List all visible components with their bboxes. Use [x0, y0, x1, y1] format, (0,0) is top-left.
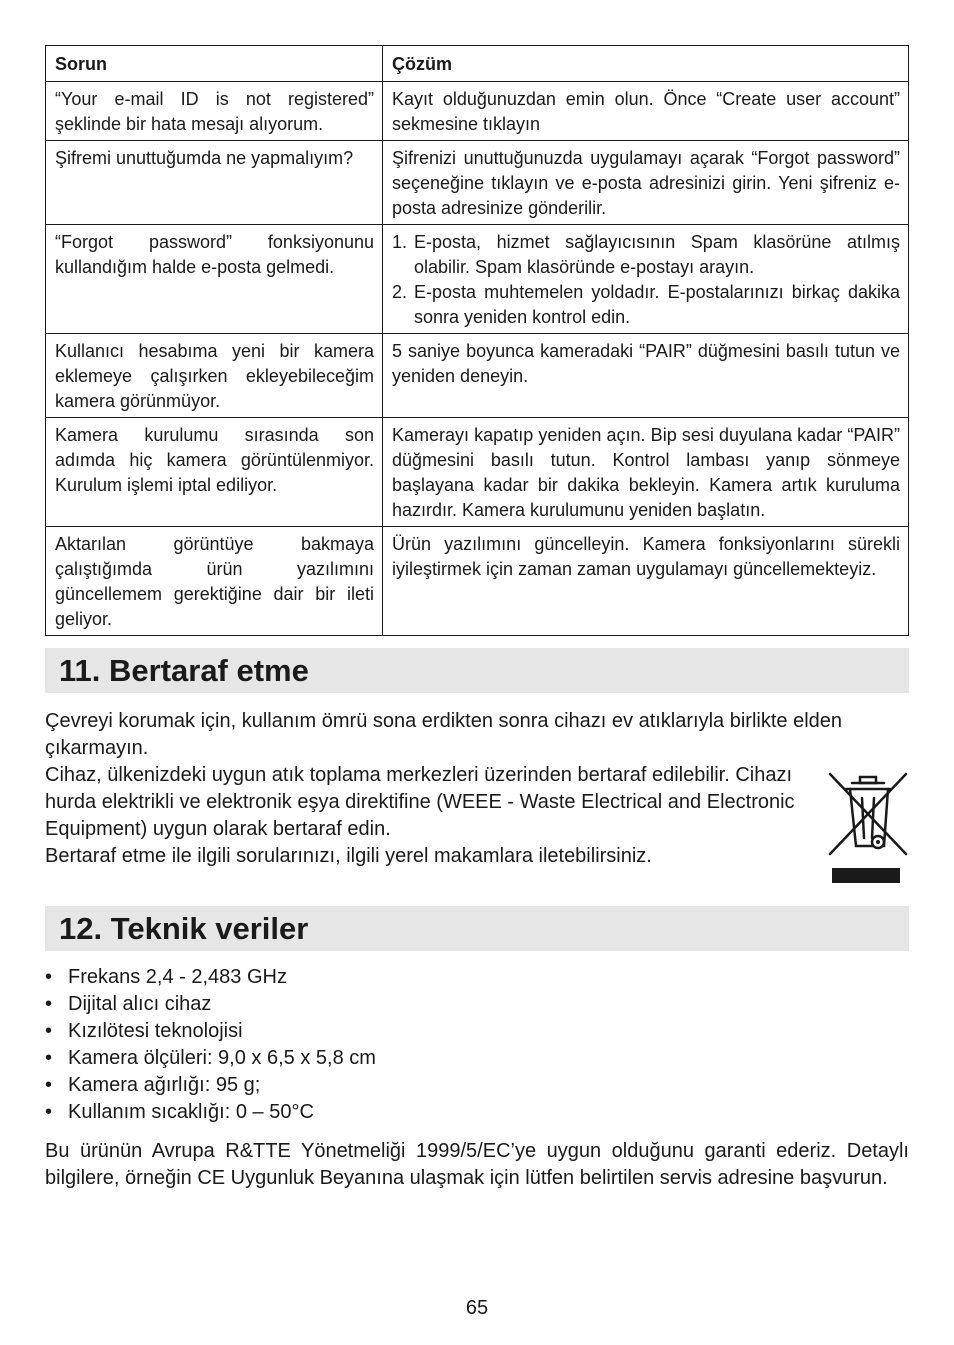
solution-cell: Kayıt olduğunuzdan emin olun. Önce “Create user account” sekmesine tıklayın — [383, 82, 909, 141]
list-item — [45, 1045, 376, 1072]
bullet-icon: • — [45, 993, 53, 1015]
table-row — [46, 82, 909, 141]
bullet-icon: • — [45, 1020, 53, 1042]
disposal-paragraph-2: Cihaz, ülkenizdeki uygun atık toplama merkezleri üzerinden bertaraf edilebilir. Cihazı hurda elektrikli ve elektronik eşya direktifine (WEEE - Waste Electrical and Electronic Equipment) uygun olarak bertaraf edin. — [45, 764, 795, 840]
table-row — [46, 141, 909, 225]
problem-cell: Aktarılan görüntüye bakmaya çalıştığımda ürün yazılımını güncellemem gerektiğine dair bir ileti geliyor. — [46, 527, 383, 636]
table-row — [46, 334, 909, 418]
page-number: 65 — [465, 1297, 489, 1319]
solution-cell: 5 saniye boyunca kameradaki “PAIR” düğmesini basılı tutun ve yeniden deneyin. — [383, 334, 909, 418]
bullet-icon: • — [45, 1074, 53, 1096]
step-number: 1. — [392, 232, 408, 252]
problem-cell: “Forgot password” fonksiyonunu kullandığım halde e-posta gelmedi. — [46, 225, 383, 334]
solution-cell: Şifrenizi unuttuğunuzda uygulamayı açarak “Forgot password” seçeneğine tıklayın ve e-posta adresinizi girin. Yeni şifreniz e-posta adresinize gönderilir. — [383, 141, 909, 225]
list-item — [45, 1018, 376, 1045]
weee-crossed-bin-icon — [826, 768, 910, 884]
spec-text: Kamera ağırlığı: 95 g; — [68, 1074, 261, 1096]
spec-list — [45, 964, 376, 1126]
solution-step — [392, 230, 900, 280]
bullet-icon: • — [45, 1047, 53, 1069]
bullet-icon: • — [45, 966, 53, 988]
spec-text: Kullanım sıcaklığı: 0 – 50°C — [68, 1101, 314, 1123]
problem-cell: Kamera kurulumu sırasında son adımda hiç kamera görüntülenmiyor. Kurulum işlemi iptal ediliyor. — [46, 418, 383, 527]
step-text: E-posta, hizmet sağlayıcısının Spam klasörüne atılmış olabilir. Spam klasöründe e-postayı arayın. — [414, 232, 900, 277]
problem-cell: Kullanıcı hesabıma yeni bir kamera eklemeye çalışırken ekleyebileceğim kamera görünmüyor. — [46, 334, 383, 418]
disposal-paragraph-3: Bertaraf etme ile ilgili sorularınızı, ilgili yerel makamlara iletebilirsiniz. — [45, 845, 652, 867]
problem-cell: “Your e-mail ID is not registered” şeklinde bir hata mesajı alıyorum. — [46, 82, 383, 141]
troubleshooting-table — [45, 45, 909, 636]
step-number: 2. — [392, 282, 408, 302]
solution-cell: Kamerayı kapatıp yeniden açın. Bip sesi duyulana kadar “PAIR” düğmesini basılı tutun. Kontrol lambası yanıp sönmeye başlayana kadar bir dakika bekleyin. Kamera artık kuruluma hazırdır. Kamera kurulumunu yeniden başlatın. — [383, 418, 909, 527]
column-header-solution: Çözüm — [383, 46, 909, 82]
table-header-row — [46, 46, 909, 82]
solution-cell — [383, 225, 909, 334]
problem-cell: Şifremi unuttuğumda ne yapmalıyım? — [46, 141, 383, 225]
table-row — [46, 418, 909, 527]
conformity-declaration: Bu ürünün Avrupa R&TTE Yönetmeliği 1999/5/EC’ye uygun olduğunu garanti ederiz. Detaylı bilgilere, örneğin CE Uygunluk Beyanına ulaşmak için lütfen belirtilen servis adresine başvurun. — [45, 1140, 909, 1189]
solution-steps — [392, 230, 900, 330]
section-heading-specs: 12. Teknik veriler — [45, 906, 909, 951]
bullet-icon: • — [45, 1101, 53, 1123]
solution-step — [392, 280, 900, 330]
list-item — [45, 1099, 376, 1126]
spec-text: Frekans 2,4 - 2,483 GHz — [68, 966, 287, 988]
spec-text: Kızılötesi teknolojisi — [68, 1020, 243, 1042]
column-header-problem: Sorun — [46, 46, 383, 82]
table-row — [46, 225, 909, 334]
disposal-paragraph-1: Çevreyi korumak için, kullanım ömrü sona erdikten sonra cihazı ev atıklarıyla birlikte elden çıkarmayın. — [45, 710, 843, 759]
list-item — [45, 1072, 376, 1099]
list-item — [45, 964, 376, 991]
section-heading-disposal: 11. Bertaraf etme — [45, 648, 909, 693]
spec-text: Dijital alıcı cihaz — [68, 993, 212, 1015]
list-item — [45, 991, 376, 1018]
spec-text: Kamera ölçüleri: 9,0 x 6,5 x 5,8 cm — [68, 1047, 376, 1069]
solution-cell: Ürün yazılımını güncelleyin. Kamera fonksiyonlarını sürekli iyileştirmek için zaman zaman uygulamayı güncellemekteyiz. — [383, 527, 909, 636]
step-text: E-posta muhtemelen yoldadır. E-postalarınızı birkaç dakika sonra yeniden kontrol edin. — [414, 282, 900, 327]
table-row — [46, 527, 909, 636]
